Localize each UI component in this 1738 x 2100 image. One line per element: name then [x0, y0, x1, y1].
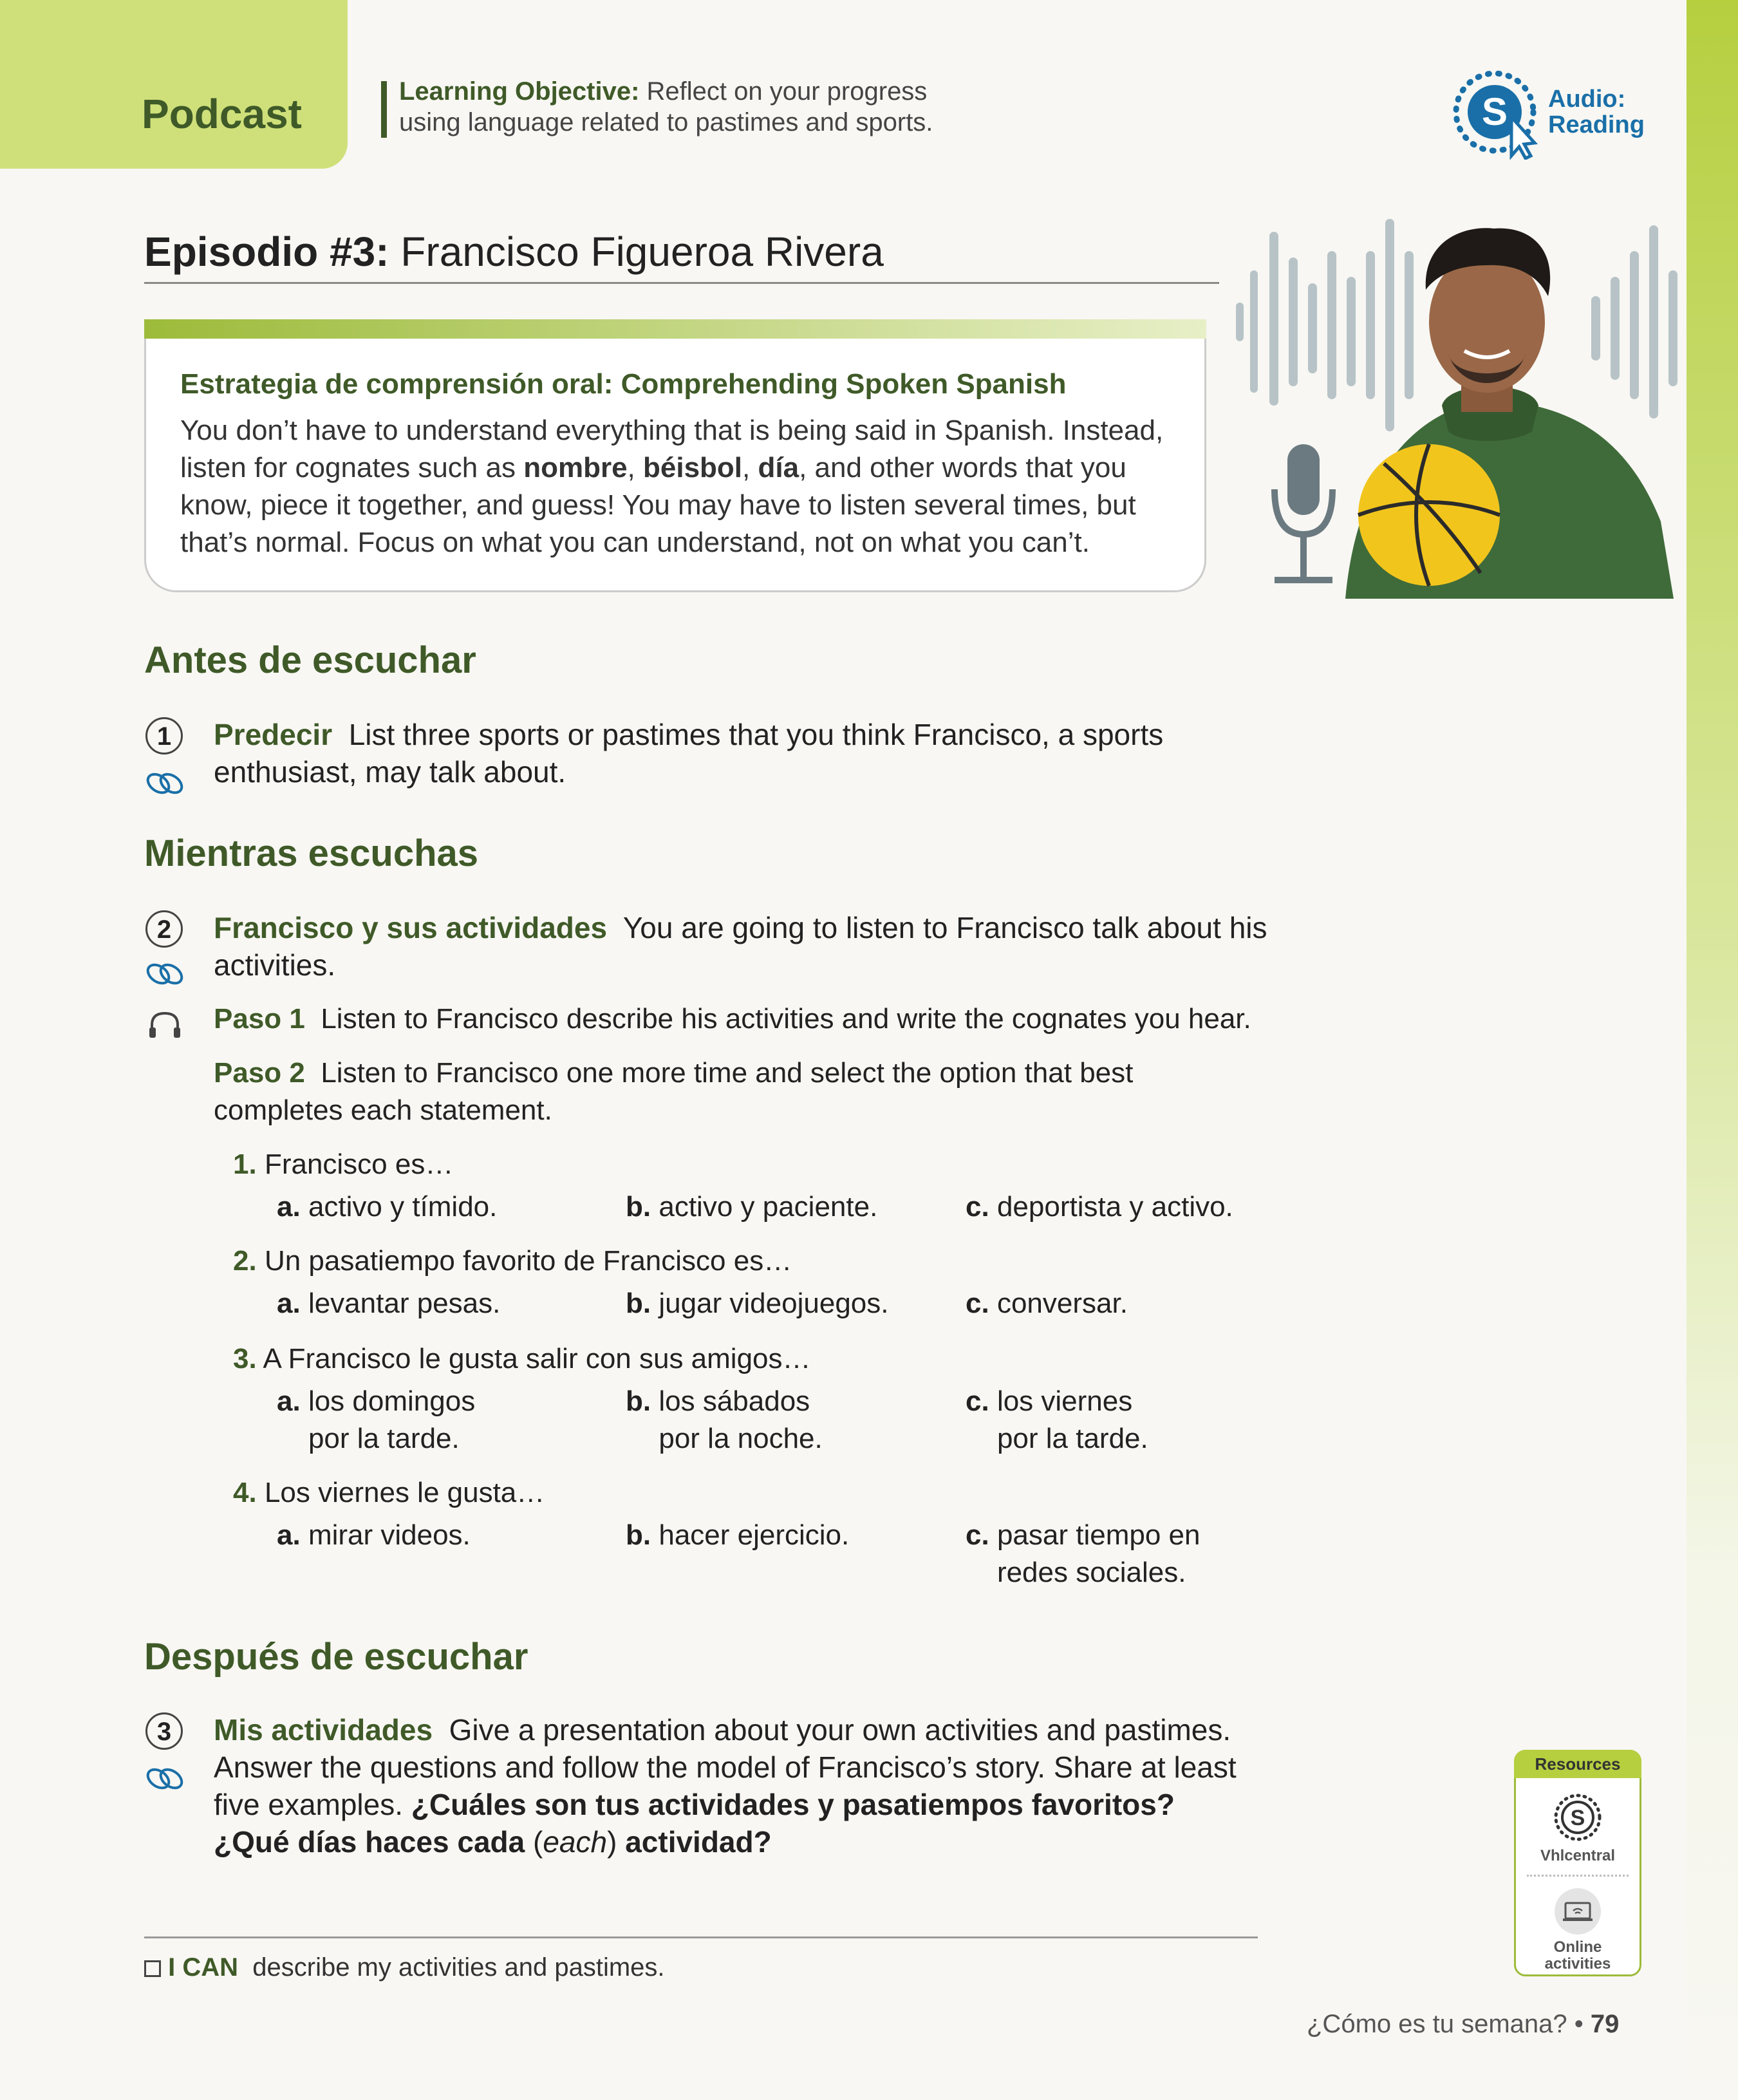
- option-b[interactable]: [626, 1285, 888, 1322]
- svg-text:S: S: [1481, 90, 1508, 133]
- ican-text: describe my activities and pastimes.: [252, 1953, 665, 1982]
- option-text: los domingos por la tarde.: [308, 1385, 476, 1454]
- audio-reading-icon[interactable]: [1452, 70, 1549, 160]
- audio-reading-label[interactable]: [1548, 86, 1645, 138]
- strategy-text-part2: , and other words that you know, piece it together, and guess! You may have to listen several times, but that’s normal. Focus on what you can understand, not on what you can’t.: [180, 452, 1136, 558]
- question-1: [233, 1146, 453, 1183]
- option-letter: c.: [966, 1519, 989, 1551]
- option-a[interactable]: [277, 1188, 497, 1226]
- heading-despues: Después de escuchar: [144, 1636, 528, 1678]
- activity-number-1: 1: [145, 717, 183, 755]
- strategy-box-bar: [144, 319, 1206, 339]
- paso-2: [214, 1055, 1269, 1129]
- option-b[interactable]: [626, 1188, 877, 1226]
- activity-2: [214, 909, 1269, 984]
- section-title: Podcast: [142, 91, 302, 137]
- pair-work-icon: [143, 1763, 188, 1795]
- strategy-separator1: ,: [627, 452, 643, 483]
- objective-bar: [381, 81, 387, 138]
- paso-1-label: Paso 1: [214, 1003, 305, 1035]
- activity-number-3: 3: [145, 1712, 183, 1750]
- question-text: Un pasatiempo favorito de Francisco es…: [264, 1245, 792, 1277]
- option-b[interactable]: [626, 1383, 823, 1458]
- online-activities-icon[interactable]: [1553, 1886, 1603, 1936]
- podcaster-photo: [1236, 212, 1687, 599]
- option-text: activo y tímido.: [308, 1191, 498, 1223]
- strategy-separator2: ,: [742, 452, 758, 483]
- resources-title: Resources: [1514, 1750, 1641, 1778]
- activity-3-text: Give a presentation about your own activities and pastimes. Answer the questions and follow the model of Francisco’s story. Share at least five examples.: [214, 1713, 1237, 1821]
- online-activities-line2: activities: [1544, 1955, 1611, 1973]
- option-text: conversar.: [996, 1288, 1128, 1319]
- episode-label: Episodio #3:: [144, 229, 389, 275]
- ican-label: I CAN: [168, 1953, 239, 1982]
- heading-antes: Antes de escuchar: [144, 639, 476, 681]
- question-number: 1.: [233, 1148, 257, 1180]
- option-text: hacer ejercicio.: [659, 1519, 850, 1551]
- question-number: 4.: [233, 1477, 257, 1508]
- pair-work-icon: [143, 767, 188, 800]
- page-edge-bar: [1687, 0, 1738, 2100]
- option-letter: a.: [277, 1519, 301, 1551]
- ican-checkbox[interactable]: [144, 1960, 161, 1977]
- option-letter: a.: [277, 1288, 301, 1319]
- audio-label-line2: Reading: [1548, 111, 1645, 138]
- objective-line2: using language related to pastimes and sports.: [399, 108, 933, 136]
- option-text: mirar videos.: [308, 1519, 471, 1551]
- episode-title: [144, 228, 884, 276]
- option-c[interactable]: [966, 1188, 1233, 1226]
- svg-text:S: S: [1570, 1806, 1585, 1830]
- chapter-title: ¿Cómo es tu semana?: [1307, 2010, 1567, 2038]
- activity-1: [214, 716, 1269, 791]
- option-letter: c.: [966, 1385, 989, 1417]
- option-c[interactable]: [966, 1285, 1128, 1322]
- cognate-dia: día: [758, 452, 799, 483]
- title-divider: [144, 282, 1219, 284]
- vhlcentral-icon[interactable]: [1553, 1792, 1603, 1842]
- question-4: [233, 1474, 545, 1512]
- activity-number-2: 2: [145, 910, 183, 948]
- question-number: 2.: [233, 1245, 257, 1277]
- activity-3-question-end: actividad?: [625, 1825, 772, 1859]
- question-number: 3.: [233, 1343, 257, 1374]
- question-text: Los viernes le gusta…: [264, 1477, 545, 1508]
- question-2: [233, 1242, 792, 1280]
- audio-label-line1: Audio:: [1548, 86, 1626, 113]
- ican-statement: [144, 1953, 665, 1982]
- option-letter: b.: [626, 1288, 651, 1319]
- paso-1: [214, 1000, 1269, 1038]
- option-text: activo y paciente.: [659, 1191, 878, 1223]
- option-letter: b.: [626, 1385, 651, 1417]
- activity-1-label: Predecir: [214, 718, 333, 751]
- online-activities-line1: Online: [1553, 1938, 1602, 1956]
- strategy-title: Estrategia de comprensión oral: Comprehending Spoken Spanish: [180, 368, 1067, 400]
- option-c[interactable]: [966, 1383, 1148, 1458]
- ican-divider: [144, 1936, 1258, 1938]
- option-text: deportista y activo.: [996, 1191, 1233, 1223]
- heading-mientras: Mientras escuchas: [144, 832, 479, 874]
- activity-2-text: You are going to listen to Francisco talk about his activities.: [214, 911, 1267, 982]
- headphones-icon: [148, 1011, 182, 1039]
- vhlcentral-label[interactable]: Vhlcentral: [1540, 1847, 1616, 1864]
- option-text: los viernes por la tarde.: [996, 1385, 1148, 1454]
- question-text: A Francisco le gusta salir con sus amigos…: [263, 1343, 811, 1374]
- option-text: jugar videojuegos.: [659, 1288, 889, 1319]
- activity-2-label: Francisco y sus actividades: [214, 911, 608, 944]
- option-letter: c.: [966, 1191, 989, 1223]
- strategy-text-part1: You don’t have to understand everything that is being said in Spanish. Instead, listen for cognates such as: [180, 415, 1164, 483]
- objective-label: Learning Objective:: [399, 77, 640, 106]
- paso-2-label: Paso 2: [214, 1057, 305, 1089]
- pair-work-icon: [143, 958, 188, 990]
- option-letter: b.: [626, 1191, 651, 1223]
- option-letter: b.: [626, 1519, 651, 1551]
- objective-line1: Reflect on your progress: [646, 77, 928, 106]
- learning-objective: [399, 76, 978, 138]
- episode-name: Francisco Figueroa Rivera: [400, 229, 884, 275]
- paso-1-text: Listen to Francisco describe his activities and write the cognates you hear.: [321, 1003, 1251, 1035]
- paso-2-text: Listen to Francisco one more time and select the option that best completes each statement.: [214, 1057, 1134, 1126]
- activity-3-label: Mis actividades: [214, 1713, 433, 1747]
- section-tab: [0, 0, 348, 169]
- activity-3-paren-close: ): [607, 1825, 617, 1859]
- page-number: 79: [1590, 2010, 1620, 2038]
- option-c[interactable]: [966, 1517, 1200, 1591]
- cognate-beisbol: béisbol: [643, 452, 743, 483]
- online-activities-label[interactable]: [1514, 1939, 1641, 1973]
- page-footer: [1307, 2010, 1619, 2039]
- option-letter: a.: [277, 1385, 301, 1417]
- footer-bullet: •: [1574, 2010, 1584, 2038]
- activity-3-gloss: each: [543, 1825, 608, 1859]
- option-text: levantar pesas.: [308, 1288, 501, 1319]
- strategy-text: [180, 412, 1197, 561]
- activity-3-paren-open: (: [533, 1825, 543, 1859]
- option-a[interactable]: [277, 1517, 471, 1554]
- activity-3-question: ¿Cuáles son tus actividades y pasatiempos favoritos? ¿Qué días haces cada: [214, 1788, 1175, 1859]
- option-a[interactable]: [277, 1285, 500, 1322]
- cognate-nombre: nombre: [523, 452, 628, 483]
- option-letter: a.: [277, 1191, 301, 1223]
- resources-divider: [1527, 1875, 1629, 1877]
- option-text: los sábados por la noche.: [659, 1385, 823, 1454]
- option-text: pasar tiempo en redes sociales.: [996, 1519, 1201, 1588]
- option-a[interactable]: [277, 1383, 475, 1458]
- question-text: Francisco es…: [264, 1148, 454, 1180]
- option-b[interactable]: [626, 1517, 849, 1554]
- activity-1-text: List three sports or pastimes that you think Francisco, a sports enthusiast, may talk about.: [214, 718, 1164, 789]
- activity-3: [214, 1711, 1257, 1861]
- option-letter: c.: [966, 1288, 989, 1319]
- question-3: [233, 1340, 811, 1378]
